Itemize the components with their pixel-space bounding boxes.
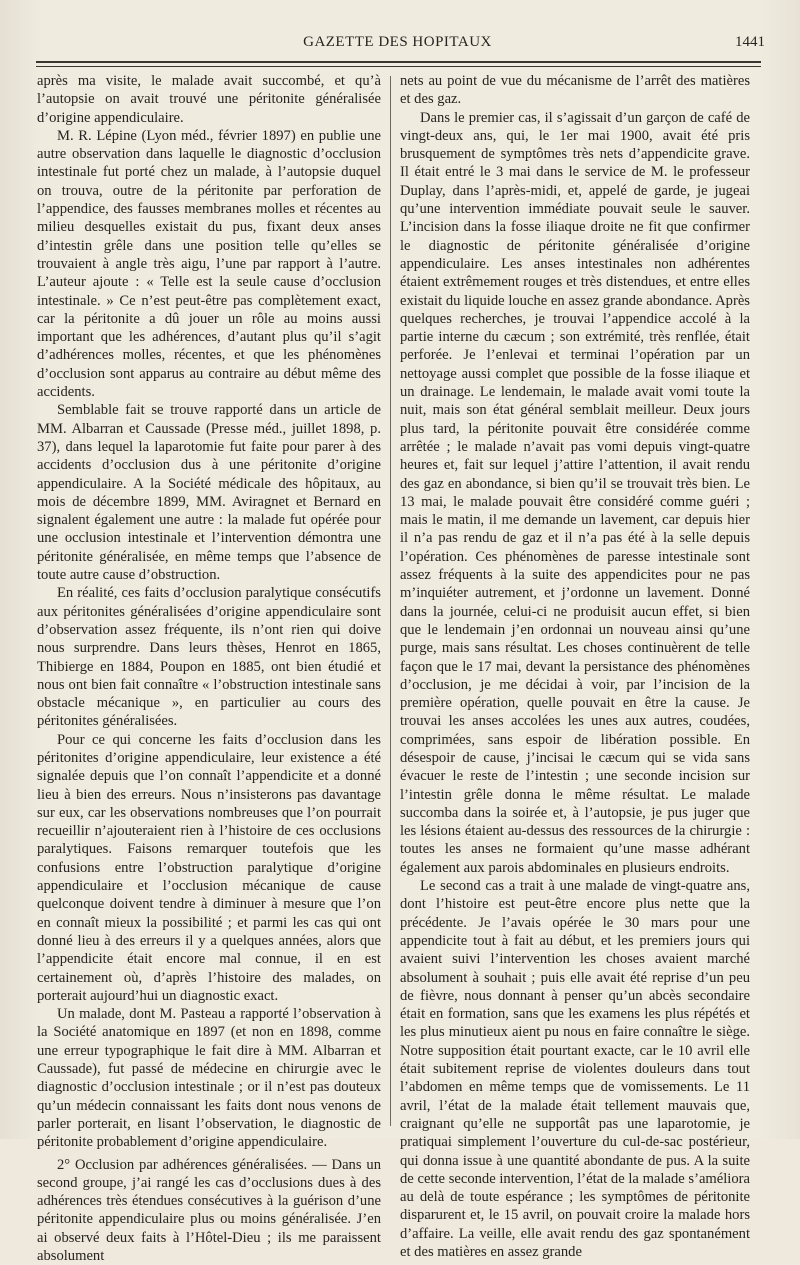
right-column [400,72,750,1261]
paragraph: Un malade, dont M. Pasteau a rapporté l’observation à la Société anatomique en 1897 (et non en 1898, comme une erreur typographique le fait dire à MM. Albarran et Caussade), fut passé de médecine en chirurgie avec le diagnostic d’occlusion intestinale ; or il n’est pas douteux qu’un médecin connaissant les faits dont nous venons de parler porterait, en lisant l’observation, le diagnostic de péritonite probablement d’origine appendiculaire. [37,1006,381,1151]
paragraph: En réalité, ces faits d’occlusion paralytique consécutifs aux péritonites généralisées d’origine appendiculaire sont d’observation assez fréquente, ils n’ont rien qui doive nous surprendre. Dans leurs thèses, Henrot en 1865, Thibierge en 1884, Poupon en 1885, ont bien étudié et nous ont bien fait connaître « l’obstruction intestinale sans obstacle mécanique », en particulier au cours des péritonites généralisées. [37,585,381,730]
left-column [37,72,381,1265]
header-rule-thick [36,61,761,63]
section-paragraph: 2° Occlusion par adhérences généralisées. — Dans un second groupe, j’ai rangé les cas d’occlusions dues à des adhérences très étendues consécutives à la guérison d’une péritonite appendiculaire plus ou moins généralisée. J’en ai observé deux faits à l’Hôtel-Dieu ; ils me paraissent absolument [37,1156,381,1264]
column-divider [390,76,391,1126]
header-rule-thin [36,66,761,67]
paragraph: M. R. Lépine (Lyon méd., février 1897) en publie une autre observation dans laquelle le diagnostic d’occlusion intestinale fut porté chez un malade, à l’autopsie duquel on trouva, outre de la péritonite par perforation de l’appendice, des fausses membranes molles et récentes au milieu desquelles existait du pus, fixant deux anses d’intestin grêle dans une position telle qu’elles se trouvaient à angle très aigu, l’une par rapport à l’autre. L’auteur ajoute : « Telle est la seule cause d’occlusion intestinale. » Ce n’est peut-être pas complètement exact, car la péritonite a dû jouer un rôle au moins aussi important que les adhérences, d’autant plus qu’il s’agit d’adhérences molles, récentes, et que les phénomènes d’occlusion sont apparus au contraire au début même des accidents. [37,127,381,401]
paragraph: Le second cas a trait à une malade de vingt-quatre ans, dont l’histoire est peut-être encore plus nette que la précédente. Je l’avais opérée le 30 mars pour une appendicite tout à fait au début, et les premiers jours qui avaient suivi l’intervention les choses avaient marché absolument à souhait ; puis elle avait été reprise d’un peu de fièvre, nous donnant à penser qu’un abcès secondaire était en formation, sans que les examens les plus répétés et les plus minutieux aient pu nous en faire connaître le siège. Notre supposition était pourtant exacte, car le 10 avril elle était subitement reprise de violentes douleurs dans tout l’abdomen en même temps que de vomissements. Le 11 avril, l’état de la malade était tellement mauvais que, craignant qu’elle ne supportât pas une laparotomie, je pratiquai simplement l’ouverture du cul-de-sac postérieur, qui donna issue à une quantité abondante de pus. A la suite de cette seconde intervention, l’état de la malade s’améliora au delà de toute espérance ; les symptômes de péritonite disparurent et, le 15 avril, on pouvait croire la malade hors d’affaire. La veille, elle avait rendu des gaz spontanément et des matières en assez grande [400,878,750,1260]
paragraph: après ma visite, le malade avait succombé, et qu’à l’autopsie on avait trouvé une péritonite généralisée d’origine appendiculaire. [37,73,381,126]
page-number: 1441 [735,34,765,50]
paragraph: Semblable fait se trouve rapporté dans un article de MM. Albarran et Caussade (Presse méd., juillet 1898, p. 37), dans lequel la laparotomie fut faite pour parer à des accidents d’occlusion dus à une péritonite d’origine appendiculaire. A la Société médicale des hôpitaux, au mois de décembre 1899, MM. Aviragnet et Bernard en signalent également une autre : la malade fut opérée pour une occlusion intestinale et l’intervention démontra une péritonite généralisée, en même temps que l’absence de toute autre cause d’obstruction. [37,402,381,584]
journal-title: GAZETTE DES HOPITAUX [303,34,492,50]
paragraph: nets au point de vue du mécanisme de l’arrêt des matières et des gaz. [400,73,750,108]
paragraph: Dans le premier cas, il s’agissait d’un garçon de café de vingt-deux ans, qui, le 1er mai 1900, avait été pris brusquement de symptômes très nets d’appendicite grave. Il était entré le 3 mai dans le service de M. le professeur Duplay, dans l’après-midi, et, appelé de garde, je jugeai qu’une intervention immédiate pouvait seule le sauver. L’incision dans la fosse iliaque droite ne fit que confirmer le diagnostic de péritonite généralisée d’origine appendiculaire. Les anses intestinales non adhérentes étaient extrêmement rouges et très distendues, et entre elles existait du liquide louche en assez grande abondance. Après quelques recherches, je trouvai l’appendice accolé à la partie interne du cæcum ; son extrémité, très renflée, était perforée. Je l’enlevai et terminai l’opération par un nettoyage aussi complet que possible de la fosse iliaque et un drainage. Le lendemain, le malade avait vomi toute la nuit, mais son état général semblait meilleur. Deux jours plus tard, la péritonite pouvait être considérée comme arrêtée ; le malade n’avait pas vomi depuis vingt-quatre heures et, fait sur lequel j’attire l’attention, il avait rendu des gaz en abondance, si bien qu’il se trouvait très bien. Le 13 mai, le malade pouvait être considéré comme guéri ; mais le matin, il me demande un lavement, car depuis hier il n’a pas rendu de gaz et il n’a pas été à la selle depuis l’opération. Ces phénomènes de paresse intestinale sont assez fréquents à la suite des appendicites pour ne pas m’inquiéter autrement, et j’ordonne un lavement. Donné dans la journée, celui-ci ne produisit aucun effet, si bien que le lendemain j’en ordonnai un nouveau ainsi qu’une purge, mais sans résultat. Les choses continuèrent de telle façon que le 17 mai, devant la persistance des phénomènes d’occlusion, je me décidai à voir, par l’incision de la première opération, quelle pouvait en être la cause. Je trouvai les anses accolées les unes aux autres, coudées, comprimées, sans espoir de libération possible. En désespoir de cause, j’incisai le cæcum qui se vida sans évacuer le reste de l’intestin ; une seconde incision sur l’intestin grêle donna le même résultat. Le malade succomba dans la soirée et, à l’autopsie, je pus juger que les lésions étaient au-dessus des ressources de la chirurgie : toutes les anses ne formaient qu’une masse adhérant également aux parois abdominales en plusieurs endroits. [400,109,750,876]
running-header [30,34,765,58]
paragraph: Pour ce qui concerne les faits d’occlusion dans les péritonites d’origine appendiculaire, leur existence a été signalée depuis que l’on connaît l’appendicite et a donné lieu à bien des erreurs. Nous n’insisterons pas davantage sur eux, car les observations nombreuses que l’on pourrait recueillir n’ajouteraient rien à l’histoire de ces occlusions paralytiques. Faisons remarquer toutefois que les confusions entre l’obstruction paralytique d’origine appendiculaire et l’occlusion mécanique de cause quelconque doivent tendre à diminuer à mesure que l’on en connaît mieux la possibilité ; et parmi les cas qui ont donné lieu à des erreurs il y a quelques années, alors que l’appendicite était encore mal connue, il en est certainement où, d’après l’histoire des malades, on porterait aujourd’hui un diagnostic exact. [37,731,381,1004]
